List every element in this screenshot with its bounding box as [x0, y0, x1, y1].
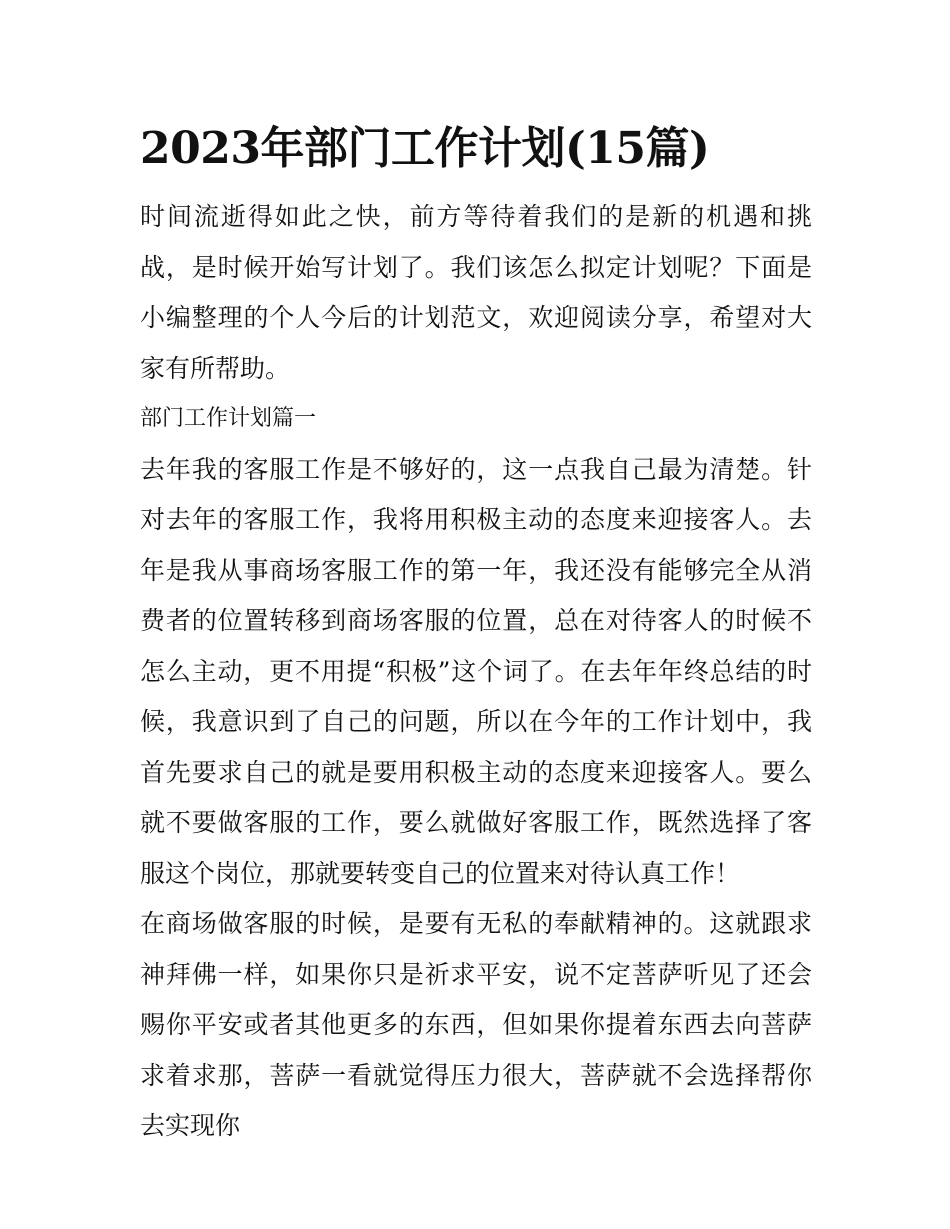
body-paragraph-2: 在商场做客服的时候，是要有无私的奉献精神的。这就跟求神拜佛一样，如果你只是祈求平安，说不定菩萨听见了还会赐你平安或者其他更多的东西，但如果你提着东西去向菩萨求着求那，菩萨一看就觉得压力很大，菩萨就不会选择帮你去实现你	[140, 909, 812, 1140]
section-heading: 部门工作计划篇一	[140, 406, 317, 431]
intro-paragraph: 时间流逝得如此之快，前方等待着我们的是新的机遇和挑战，是时候开始写计划了。我们该怎么拟定计划呢？下面是小编整理的个人今后的计划范文，欢迎阅读分享，希望对大家有所帮助。	[140, 202, 812, 383]
document-body	[140, 118, 812, 1152]
document-title: 2023年部门工作计划(15篇)	[140, 123, 710, 174]
body-paragraph-1: 去年我的客服工作是不够好的，这一点我自己最为清楚。针对去年的客服工作，我将用积极主动的态度来迎接客人。去年是我从事商场客服工作的第一年，我还没有能够完全从消费者的位置转移到商场客服的位置，总在对待客人的时候不怎么主动，更不用提“积极”这个词了。在去年年终总结的时候，我意识到了自己的问题，所以在今年的工作计划中，我首先要求自己的就是要用积极主动的态度来迎接客人。要么就不要做客服的工作，要么就做好客服工作，既然选择了客服这个岗位，那就要转变自己的位置来对待认真工作！	[140, 454, 812, 888]
